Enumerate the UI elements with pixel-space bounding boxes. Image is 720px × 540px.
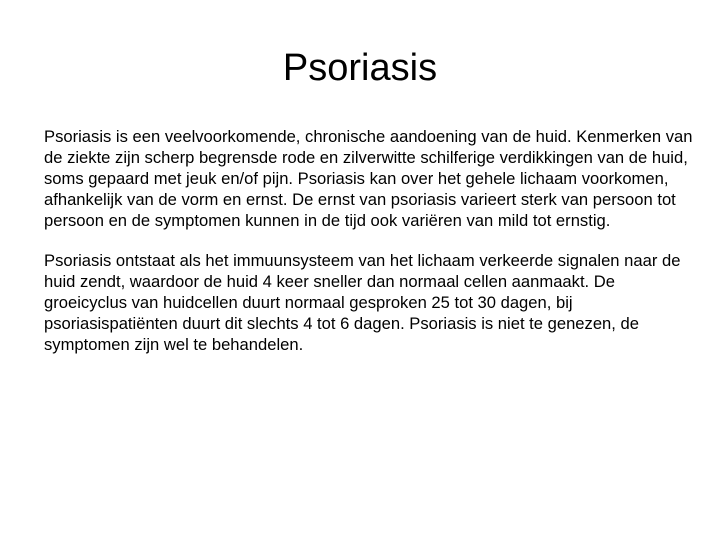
paragraph-intro: Psoriasis is een veelvoorkomende, chronische aandoening van de huid. Kenmerken van de ziekte zijn scherp begrensde rode en zilverwitte schilferige verdikkingen van de huid, soms gepaard met jeuk en/of pijn. Psoriasis kan over het gehele lichaam voorkomen, afhankelijk van de vorm en ernst. De ernst van psoriasis varieert sterk van persoon tot persoon en de symptomen kunnen in de tijd ook variëren van mild tot ernstig. bbox=[44, 127, 693, 230]
slide-title: Psoriasis bbox=[282, 47, 438, 89]
slide-body bbox=[44, 126, 694, 374]
paragraph-cause: Psoriasis ontstaat als het immuunsysteem van het lichaam verkeerde signalen naar de huid zendt, waardoor de huid 4 keer sneller dan normaal cellen aanmaakt. De groeicyclus van huidcellen duurt normaal gesproken 25 tot 30 dagen, bij psoriasispatiënten duurt dit slechts 4 tot 6 dagen. Psoriasis is niet te genezen, de symptomen zijn wel te behandelen. bbox=[44, 251, 681, 354]
